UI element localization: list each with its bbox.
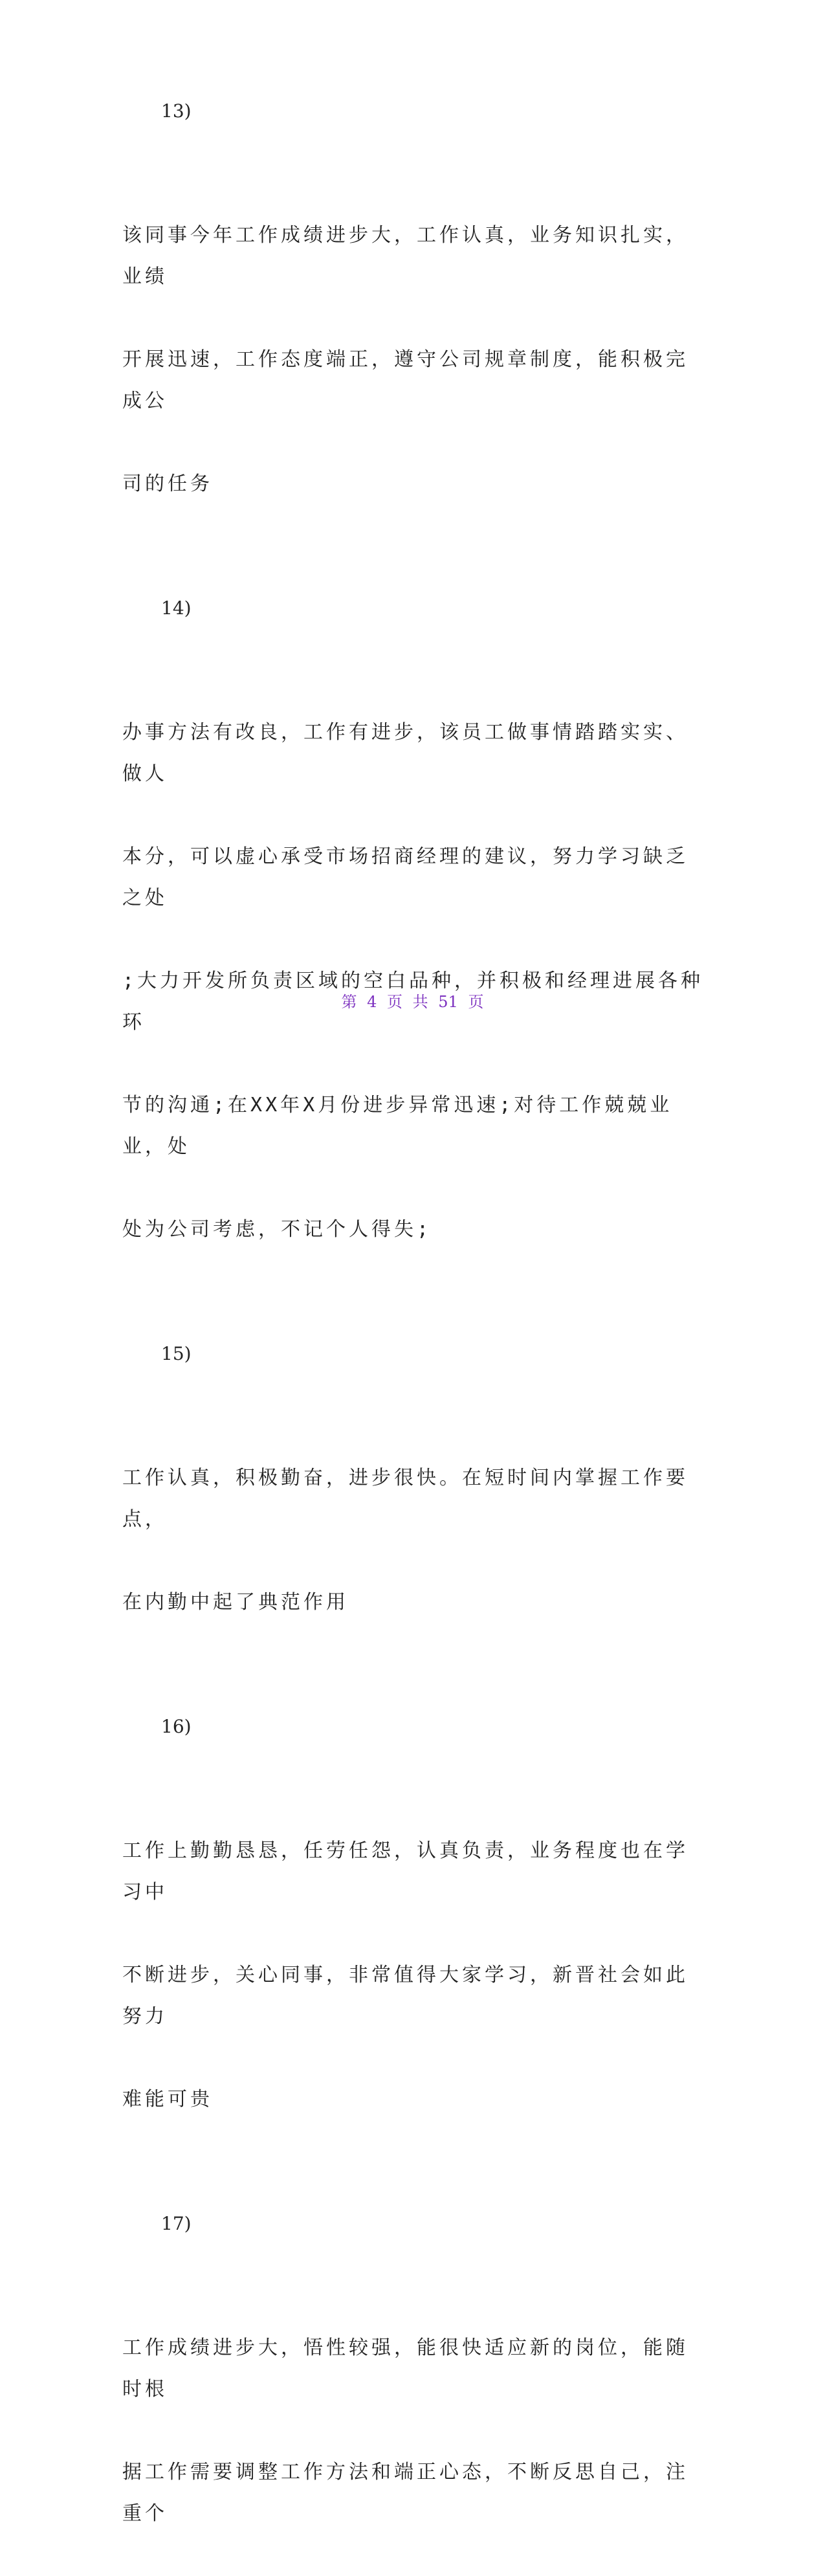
item-number-17: 17) — [161, 2213, 192, 2234]
text-line: 节的沟通;在XX年X月份进步异常迅速;对待工作兢兢业业，处 — [122, 1094, 673, 1158]
text-line: 司的任务 — [122, 472, 213, 495]
text-line: 开展迅速，工作态度端正，遵守公司规章制度，能积极完成公 — [122, 348, 688, 412]
text-line: 办事方法有改良，工作有进步，该员工做事情踏踏实实、做人 — [122, 721, 688, 785]
text-line: 工作成绩进步大，悟性较强，能很快适应新的岗位，能随时根 — [122, 2337, 688, 2401]
page-number-footer: 第 4 页 共 51 页 — [341, 993, 484, 1011]
text-line: ;大力开发所负责区域的空白品种，并积极和经理进展各种环 — [122, 970, 704, 1034]
item-number-15: 15) — [161, 1343, 192, 1364]
item-number-14: 14) — [161, 597, 192, 619]
text-line: 工作认真，积极勤奋，进步很快。在短时间内掌握工作要点， — [122, 1467, 688, 1531]
paragraph-16 — [122, 1748, 705, 2203]
paragraph-13 — [122, 132, 705, 588]
text-line: 据工作需要调整工作方法和端正心态，不断反思自己，注重个 — [122, 2461, 688, 2525]
text-line: 处为公司考虑，不记个人得失; — [122, 1218, 432, 1241]
document-body — [122, 91, 705, 2576]
paragraph-14 — [122, 629, 705, 1333]
paragraph-17 — [122, 2245, 705, 2576]
text-line: 在内勤中起了典范作用 — [122, 1591, 349, 1614]
item-number-13: 13) — [161, 100, 192, 122]
paragraph-15 — [122, 1375, 705, 1706]
text-line: 不断进步，关心同事，非常值得大家学习，新晋社会如此努力 — [122, 1964, 688, 2028]
item-number-16: 16) — [161, 1716, 192, 1737]
text-line: 该同事今年工作成绩进步大，工作认真，业务知识扎实，业绩 — [122, 224, 688, 288]
text-line: 难能可贵 — [122, 2088, 213, 2111]
text-line: 工作上勤勤恳恳，任劳任怨，认真负责，业务程度也在学习中 — [122, 1839, 688, 1904]
text-line: 本分，可以虚心承受市场招商经理的建议，努力学习缺乏之处 — [122, 845, 688, 909]
